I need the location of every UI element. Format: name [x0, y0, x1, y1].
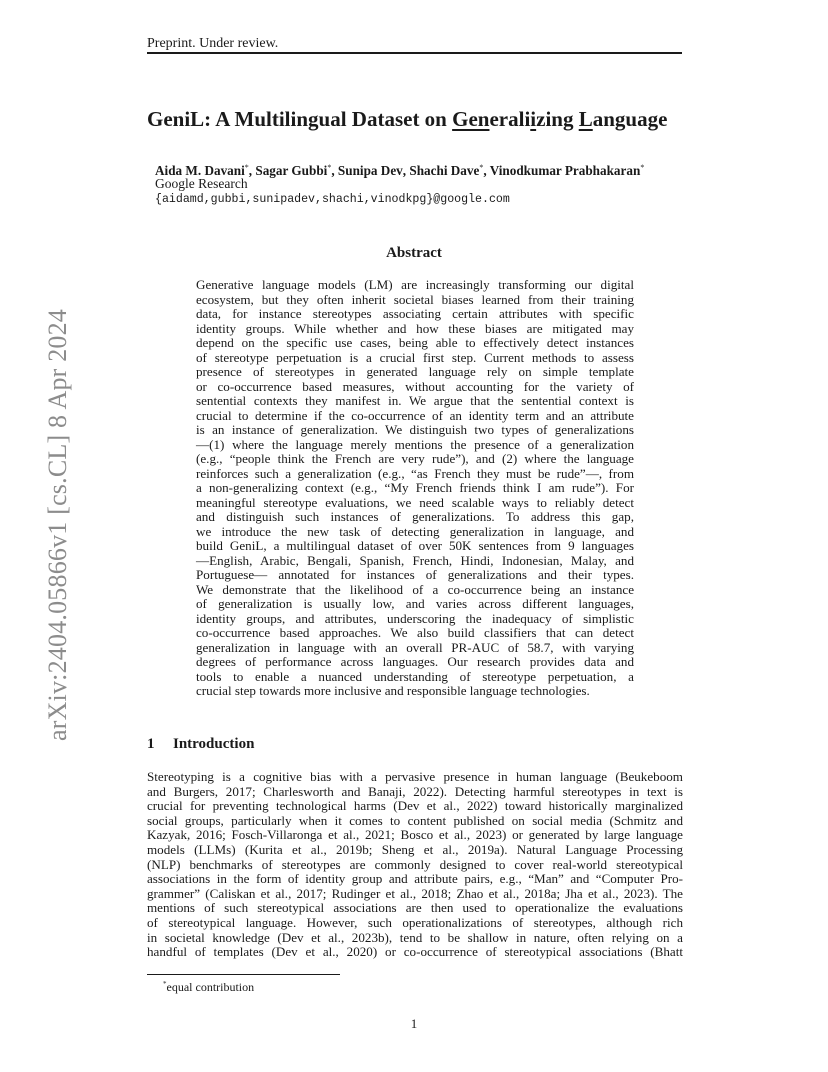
body-line: models (LLMs) (Kurita et al., 2019b; Sheng et al., 2019a). Natural Language Processing: [147, 841, 683, 857]
abstract-line: and distinguish such instances of generalizations. To address this gap,: [196, 509, 634, 524]
title-part-2: erali: [489, 107, 531, 131]
footnote-mark: *: [163, 980, 167, 988]
abstract-line: presence of stereotypes in generated language rely on simple template: [196, 364, 634, 379]
author-equal-mark: *: [244, 163, 249, 172]
body-line: and Burgers, 2017; Charlesworth and Banaji, 2022). Detecting harmful stereotypes in text is: [147, 783, 683, 799]
body-line: associations in the form of identity group and attribute pairs, e.g., “Man” and “Computer Pro-: [147, 871, 683, 887]
abstract-line: is an instance of generalization. We distinguish two types of generalizations: [196, 422, 634, 437]
author-separator: ,: [483, 163, 490, 178]
abstract-line: we introduce the new task of detecting generalization in language, and: [196, 523, 634, 539]
footnote: [163, 977, 254, 994]
body-line: in societal knowledge (Dev et al., 2023b), tend to be shallow in nature, often relying on a: [147, 929, 683, 945]
title-part-1: GeniL: A Multilingual Dataset on: [147, 107, 453, 131]
header-rule: [147, 52, 682, 54]
abstract-line: identity groups, and attributes, underscoring the inadequacy of simplistic: [196, 610, 634, 626]
body-line: handful of templates (Dev et al., 2020) or co-occurrence of stereotypical associations (Bhatt: [147, 944, 683, 960]
author-separator: ,: [248, 163, 256, 178]
author-emails: {aidamd,gubbi,sunipadev,shachi,vinodkpg}@google.com: [155, 193, 510, 206]
abstract-line: (e.g., “people think the French are very rude”), and (2) where the language: [196, 451, 634, 466]
body-line: of stereotypical language. However, such operationalizations of stereotypes, although rich: [147, 914, 683, 930]
author-name: Vinodkumar Prabhakaran: [489, 163, 641, 178]
body-line: social groups, particularly when it comes to content published on social media (Schmitz and: [147, 812, 683, 828]
author-equal-mark: *: [479, 163, 484, 172]
abstract-line: Generative language models (LM) are increasingly transforming our digital: [196, 277, 634, 292]
abstract-line: degrees of performance across languages. Our research provides data and: [196, 654, 634, 669]
introduction-body: [147, 770, 683, 960]
body-line: Kazyak, 2016; Fosch-Villaronga et al., 2021; Bosco et al., 2023) or generated by large language: [147, 827, 683, 843]
author-equal-mark: *: [327, 163, 332, 172]
section-title: Introduction: [173, 736, 255, 752]
body-line: grammer” (Caliskan et al., 2017; Rudinger et al., 2018; Zhao et al., 2018a; Jha et al., 2023). The: [147, 885, 683, 901]
abstract-line: sentential contexts they manifest in. We argue that the sentential context is: [196, 393, 634, 408]
author-name: Shachi Dave: [409, 163, 480, 178]
abstract-line: ecosystem, but they often inherit societal biases learned from their training: [196, 291, 634, 307]
author-equal-mark: *: [640, 163, 645, 172]
arxiv-identifier: arXiv:2404.05866v1 [cs.CL] 8 Apr 2024: [43, 308, 72, 742]
abstract-line: build GeniL, a multilingual dataset of over 50K sentences from 9 languages: [196, 538, 634, 553]
abstract-line: co-occurrence based approaches. We also build classifiers that can detect: [196, 625, 634, 640]
section-number: 1: [147, 736, 155, 752]
abstract-line: Portuguese— annotated for instances of generalizations and their types.: [196, 567, 634, 582]
body-line: mentions of such stereotypical associations are then used to operationalize the evaluations: [147, 900, 683, 916]
title-part-4: anguage: [592, 107, 668, 131]
abstract-line: We demonstrate that the likelihood of a co-occurrence being an instance: [196, 581, 634, 597]
abstract-line: —(1) where the language merely mentions the presence of a generalization: [196, 436, 634, 452]
author-separator: ,: [402, 163, 410, 178]
abstract-line: of generalization is usually low, and varies across different languages,: [196, 596, 634, 611]
abstract-line: of stereotype perpetuation is a crucial first step. Current methods to assess: [196, 349, 634, 365]
paper-title: [147, 106, 667, 132]
footnote-rule: [147, 974, 340, 975]
abstract-line: a non-generalizing context (e.g., “My French friends think I am rude”). For: [196, 480, 634, 495]
body-line: (NLP) benchmarks of stereotypes are commonly designed to cover real-world stereotypical: [147, 856, 683, 872]
author-separator: ,: [331, 163, 338, 178]
body-line: crucial for preventing technological harms (Dev et al., 2022) toward historically marginalized: [147, 798, 683, 814]
title-underlined-i: i: [530, 107, 537, 131]
abstract-line: tools to enable a nuanced understanding of stereotype perpetuation, a: [196, 668, 634, 684]
abstract-line: crucial step towards more inclusive and responsible language technologies.: [196, 683, 590, 698]
body-line: Stereotyping is a cognitive bias with a pervasive presence in human language (Beukeboom: [147, 769, 683, 784]
abstract-line: identity groups. While whether and how these biases are mitigated may: [196, 320, 634, 336]
footnote-text: equal contribution: [166, 980, 255, 994]
abstract-line: reinforces such a generalization (e.g., “as French they must be rude”—, from: [196, 465, 634, 481]
abstract-heading: Abstract: [386, 245, 442, 261]
title-part-3: zing: [536, 107, 579, 131]
abstract-line: depend on the specific use cases, being able to effectively detect instances: [196, 335, 634, 350]
author-name: Aida M. Davani: [155, 163, 245, 178]
title-underlined-gen: Gen: [452, 107, 490, 131]
title-underlined-l: L: [578, 107, 593, 131]
author-affiliation: Google Research: [155, 176, 248, 191]
author-name: Sagar Gubbi: [255, 163, 328, 178]
abstract-line: —English, Arabic, Bengali, Spanish, French, Hindi, Indonesian, Malay, and: [196, 552, 634, 568]
abstract-line: meaningful stereotype evaluations, we need scalable ways to reliably detect: [196, 494, 634, 510]
abstract-line: crucial to determine if the co-occurrence of an identity term and an attribute: [196, 407, 634, 423]
running-header: Preprint. Under review.: [147, 36, 279, 51]
abstract-body: [196, 278, 634, 699]
section-heading: [147, 735, 254, 753]
author-name: Sunipa Dev: [337, 163, 403, 178]
abstract-line: or co-occurrence based measures, without accounting for the variety of: [196, 378, 634, 394]
page-number: 1: [410, 1016, 418, 1031]
abstract-line: data, for instance stereotypes associating certain attributes with specific: [196, 306, 634, 321]
abstract-line: generalization in language with an overall PR-AUC of 58.7, with varying: [196, 639, 634, 655]
